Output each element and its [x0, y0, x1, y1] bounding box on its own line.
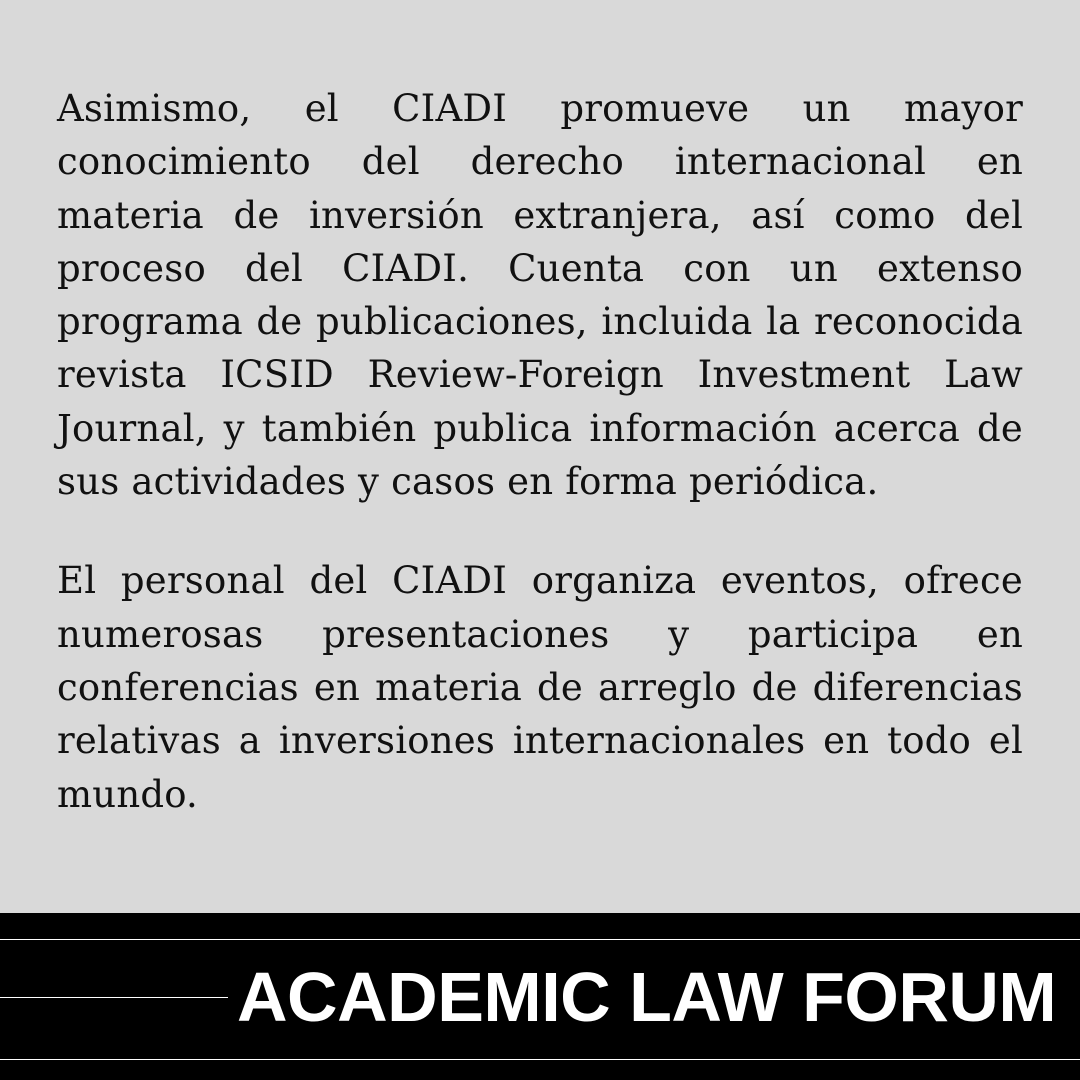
- paragraph-icsid-events: El personal del CIADI organiza eventos, ofrece numerosas presentaciones y participa en conferencias en materia de arreglo de diferencias relativas a inversiones internacionales en todo el mundo.: [57, 559, 1023, 816]
- footer-left-accent-line: [0, 997, 228, 998]
- paragraph-icsid-publications: Asimismo, el CIADI promueve un mayor conocimiento del derecho internacional en materia de inversión extranjera, así como del proceso del CIADI. Cuenta con un extenso programa de publicaciones, incluida la reconocida revista ICSID Review-Foreign Investment Law Journal, y también publica información acerca de sus actividades y casos en forma periódica.: [57, 87, 1023, 504]
- article-body: [57, 82, 1023, 821]
- brand-title: ACADEMIC LAW FORUM: [237, 958, 1057, 1036]
- footer-bottom-divider: [0, 1059, 1080, 1060]
- brand-footer: [0, 913, 1080, 1080]
- footer-top-divider: [0, 939, 1080, 940]
